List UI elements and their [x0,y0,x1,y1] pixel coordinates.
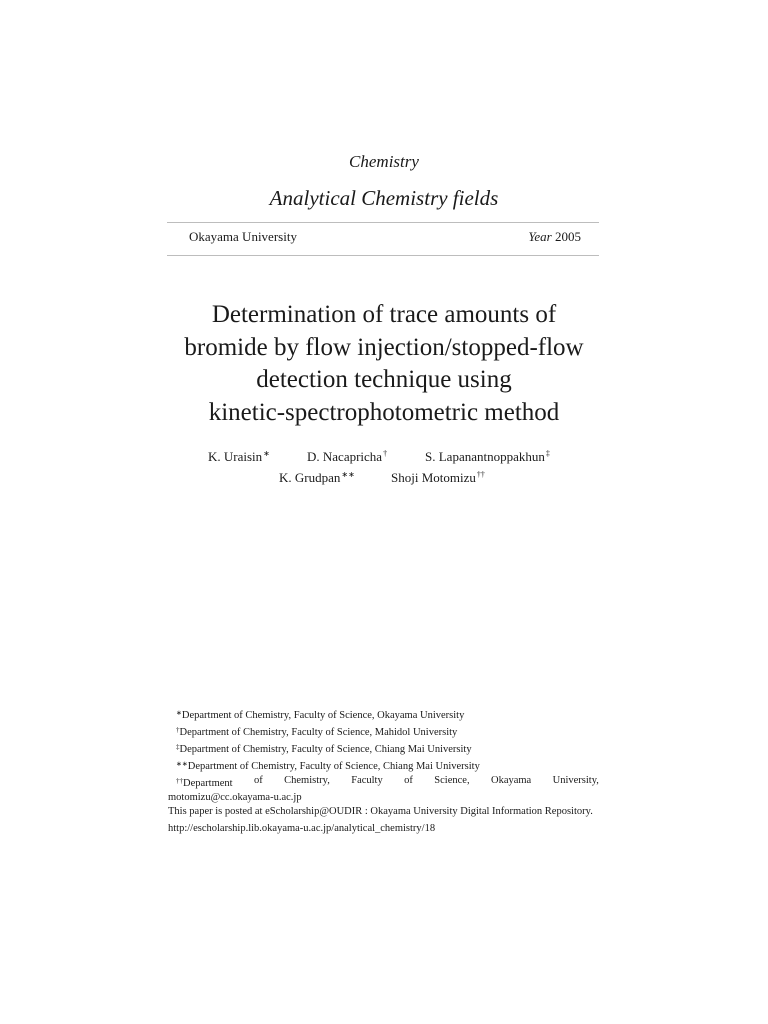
author [279,470,355,486]
header-rule-bottom [167,255,599,256]
posting-note: This paper is posted at eScholarship@OUDIR : Okayama University Digital Information Repository. [168,806,593,817]
author-name: K. Grudpan [279,470,341,485]
affiliation-word: Chemistry, [284,775,330,786]
affiliation-word: University, [552,775,599,786]
author [307,449,387,465]
author-name: S. Lapanantnoppakhun [425,449,545,464]
affiliation-word: of [253,775,263,786]
author-name: D. Nacapricha [307,449,383,464]
author-name: K. Uraisin [208,449,263,464]
publication-year [528,229,581,245]
affiliation-mark: †† [176,777,183,785]
paper-title [150,299,618,429]
affiliation-text: Department of Chemistry, Faculty of Science, Mahidol University [179,727,458,738]
affiliation-word: Science, [434,775,470,786]
affiliation-note-justified [168,774,599,791]
author [208,449,270,465]
affiliation-note [168,706,599,723]
affiliation-email: motomizu@cc.okayama-u.ac.jp [168,792,302,803]
author-mark: ∗∗ [341,470,355,479]
title-line: bromide by flow injection/stopped-flow [184,333,584,361]
author-mark: †† [476,470,485,479]
affiliation-word: ††Department [176,777,233,789]
affiliation-note [168,740,599,757]
affiliation-word: of [404,775,413,786]
year-value: 2005 [555,229,581,244]
affiliation-mark: ∗ [176,709,182,717]
affiliation-word: Faculty [351,775,383,786]
affiliation-text: Department of Chemistry, Faculty of Science, Okayama University [181,710,465,721]
affiliation-note [168,757,599,774]
affiliation-mark: ∗∗ [176,760,188,768]
author-mark: ∗ [263,449,270,458]
author [425,449,550,465]
title-line: Determination of trace amounts of [211,301,557,328]
affiliation-word: Okayama [490,775,532,786]
collection-name: Analytical Chemistry fields [269,186,499,210]
series-name: Chemistry [349,152,419,171]
affiliation-text: Department of Chemistry, Faculty of Science, Chiang Mai University [187,761,480,772]
author-name: Shoji Motomizu [391,470,476,485]
affiliation-mark: ‡ [176,743,180,751]
affiliation-note [168,723,599,740]
repository-url[interactable]: http://escholarship.lib.okayama-u.ac.jp/analytical_chemistry/18 [168,823,436,834]
institution: Okayama University [189,229,297,244]
author-mark: † [383,449,388,458]
affiliation-mark: † [176,726,180,734]
title-line: detection technique using [256,366,512,393]
footnotes [168,706,599,836]
header-rule-top [167,222,599,223]
publication-meta [189,229,581,245]
affiliation-text: Department of Chemistry, Faculty of Science, Chiang Mai University [179,744,472,755]
year-label: Year [528,229,552,244]
author-mark: ‡ [545,449,550,458]
title-line: kinetic-spectrophotometric method [208,398,560,426]
author [391,470,485,486]
